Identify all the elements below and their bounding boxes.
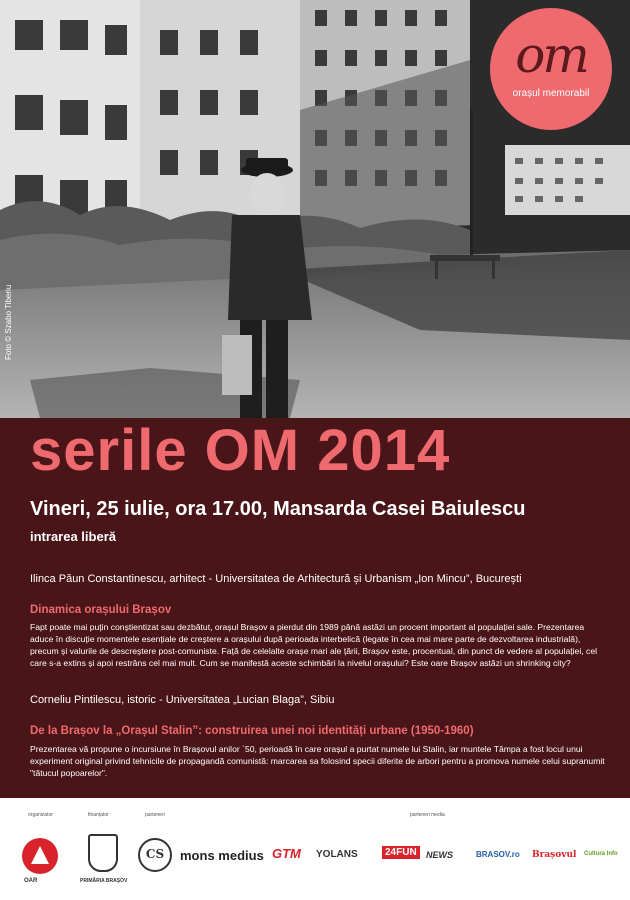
mons-medius-logo: mons medius (180, 848, 264, 863)
talk-1-speaker: Ilinca Păun Constantinescu, arhitect - Universitatea de Arhitectură și Urbanism „Ion Mincu”, București (30, 573, 522, 585)
cultura-info-logo: Cultura Info (584, 851, 618, 857)
label-organizer: organizator (28, 812, 54, 818)
brasov-crest-text: PRIMĂRIA BRAȘOV (80, 878, 128, 884)
yolans-logo: YOLANS (316, 849, 358, 860)
triangle-icon (31, 846, 49, 864)
event-title: serile OM 2014 (30, 418, 451, 483)
talk-2-speaker: Corneliu Pintilescu, istoric - Universitatea „Lucian Blaga”, Sibiu (30, 694, 335, 706)
om-logo (490, 8, 612, 130)
talk-1-description: Fapt poate mai puțin conștientizat sau dezbătut, orașul Brașov a pierdut din 1989 până astăzi un procent important al populației sale. Prezentarea aduce în discuție momentele esențiale de creștere a orașului după perioada interbelică (legate în cea mai mare parte de dezvoltarea industrială), precum și valurile de descreștere post-comuniste. Față de celelalte orașe mari ale țării, Brașov este, procentual, din punct de vedere al populației, cel care s-a extins și apoi restrâns cel mai mult. Cum se manifestă aceste schimbări la nivelul orașului? Este oare Brașov astăzi un shrinking city? (30, 622, 598, 668)
label-partners: parteneri (145, 812, 165, 818)
brasov-crest-icon (88, 834, 118, 872)
24fun-logo: 24FUN (382, 846, 420, 859)
brasovul-logo: Brașovul (532, 850, 577, 860)
logo-mark: om (515, 26, 587, 84)
event-admission: intrarea liberă (30, 529, 116, 544)
event-date-location: Vineri, 25 iulie, ora 17.00, Mansarda Casei Baiulescu (30, 498, 526, 520)
talk-2-title: De la Brașov la „Orașul Stalin”: construirea unei noi identități urbane (1950-1960) (30, 725, 474, 737)
oar-logo (22, 838, 58, 874)
photo-credit: Foto © Szabo Tiberiu (4, 284, 13, 360)
sponsors-footer (0, 798, 630, 900)
cs-logo: CS (138, 838, 172, 872)
label-funder: finanțator (88, 812, 109, 818)
label-media-partners: parteneri media (410, 812, 445, 818)
news-logo: NEWS (426, 850, 453, 860)
brasov-ro-logo: BRASOV.ro (476, 850, 520, 859)
logo-tagline: orașul memorabil (512, 88, 590, 99)
gtm-logo: GTM (272, 846, 301, 861)
talk-2-description: Prezentarea vă propune o incursiune în Brașovul anilor `50, perioadă în care orașul a purtat numele lui Stalin, iar muntele Tâmpa a fost locul unui experiment original privind tehnicile de propagandă comunistă: marcarea sa folosind specii diferite de arbori pentru a promova numele celui supranumit "tătucul popoarelor". (30, 744, 605, 778)
event-info-band (0, 418, 630, 798)
oar-logo-text: OAR (24, 878, 38, 884)
talk-1-title: Dinamica orașului Brașov (30, 604, 172, 616)
